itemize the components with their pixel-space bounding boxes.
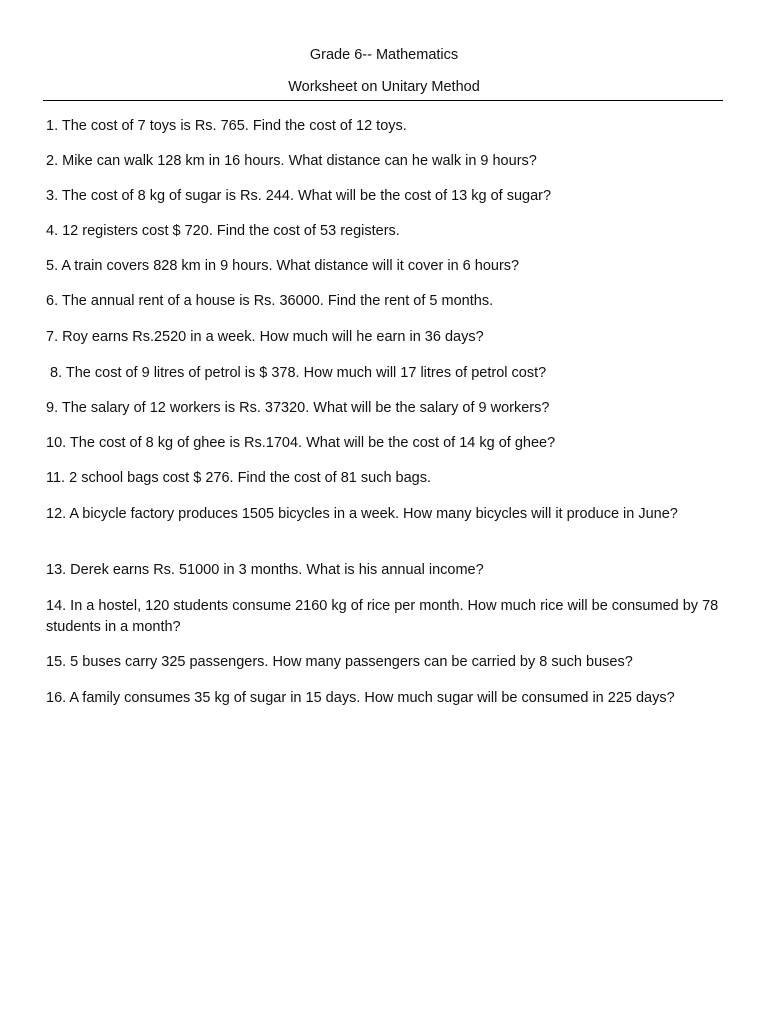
question-11: 11. 2 school bags cost $ 276. Find the cost of 81 such bags. [46,470,432,486]
question-13: 13. Derek earns Rs. 51000 in 3 months. What is his annual income? [46,562,484,578]
question-10: 10. The cost of 8 kg of ghee is Rs.1704. What will be the cost of 14 kg of ghee? [46,435,556,451]
question-7: 7. Roy earns Rs.2520 in a week. How much will he earn in 36 days? [46,329,484,345]
question-8: 8. The cost of 9 litres of petrol is $ 378. How much will 17 litres of petrol cost? [50,365,547,381]
question-15: 15. 5 buses carry 325 passengers. How many passengers can be carried by 8 such buses? [46,654,633,670]
question-12: 12. A bicycle factory produces 1505 bicycles in a week. How many bicycles will it produce in June? [46,506,678,522]
question-16: 16. A family consumes 35 kg of sugar in 15 days. How much sugar will be consumed in 225 days? [46,690,675,706]
worksheet-title: Worksheet on Unitary Method [288,79,480,95]
header-divider [43,100,723,101]
question-3: 3. The cost of 8 kg of sugar is Rs. 244. What will be the cost of 13 kg of sugar? [46,188,552,204]
question-5: 5. A train covers 828 km in 9 hours. What distance will it cover in 6 hours? [46,258,520,274]
grade-heading: Grade 6-- Mathematics [309,47,459,63]
question-4: 4. 12 registers cost $ 720. Find the cost of 53 registers. [46,223,400,239]
question-6: 6. The annual rent of a house is Rs. 36000. Find the rent of 5 months. [46,293,494,309]
question-1: 1. The cost of 7 toys is Rs. 765. Find the cost of 12 toys. [46,118,407,134]
question-14: 14. In a hostel, 120 students consume 2160 kg of rice per month. How much rice will be consumed by 78 students in a month? [46,598,719,635]
question-9: 9. The salary of 12 workers is Rs. 37320. What will be the salary of 9 workers? [46,400,550,416]
question-2: 2. Mike can walk 128 km in 16 hours. What distance can he walk in 9 hours? [46,153,537,169]
